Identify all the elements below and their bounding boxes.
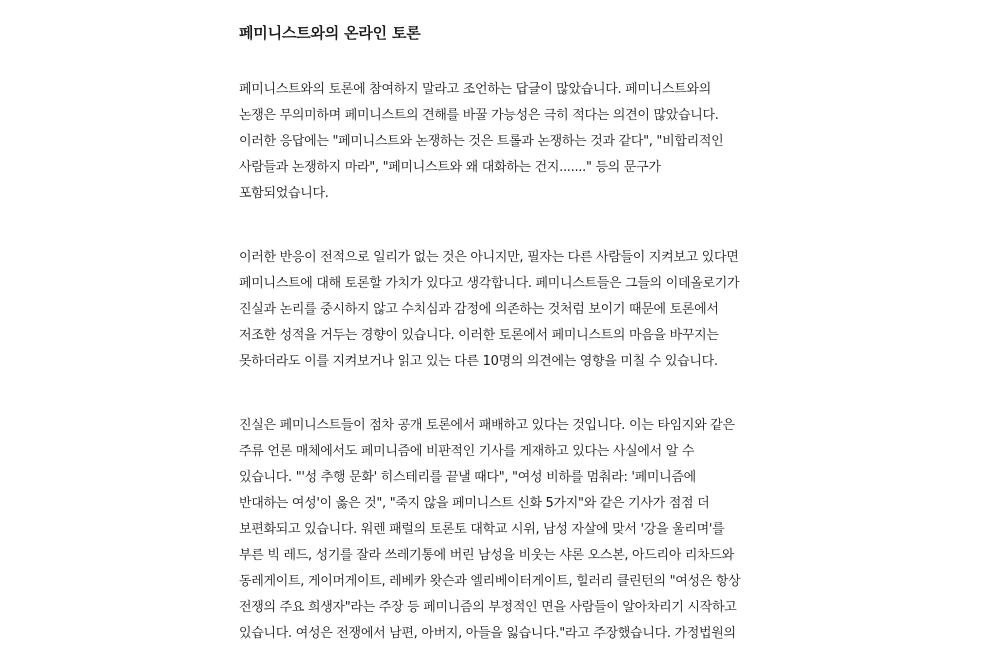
paragraph-line: 못하더라도 이를 지켜보거나 읽고 있는 다른 10명의 의견에는 영향을 미칠 수 있습니다. <box>239 354 718 369</box>
paragraph-line: 진실과 논리를 중시하지 않고 수치심과 감정에 의존하는 것처럼 보이기 때문에 토론에서 <box>239 302 719 317</box>
paragraph-line: 전쟁의 주요 희생자"라는 주장 등 페미니즘의 부정적인 면을 사람들이 알아차리기 시작하고 <box>239 600 737 615</box>
paragraph-line: 반대하는 여성'이 옳은 것", "죽지 않을 페미니스트 신화 5가지"와 같은 기사가 점점 더 <box>239 496 710 511</box>
paragraph-line: 이러한 응답에는 "페미니스트와 논쟁하는 것은 트롤과 논쟁하는 것과 같다", "비합리적인 <box>239 134 724 149</box>
paragraph-line: 이러한 반응이 전적으로 일리가 없는 것은 아니지만, 필자는 다른 사람들이 지켜보고 있다면 <box>239 250 739 265</box>
paragraph-line: 논쟁은 무의미하며 페미니스트의 견해를 바꿀 가능성은 극히 적다는 의견이 많았습니다. <box>239 108 719 123</box>
paragraph-line: 사람들과 논쟁하지 마라", "페미니스트와 왜 대화하는 건지......." 등의 문구가 <box>239 160 661 175</box>
paragraph-line: 있습니다. "'성 추행 문화' 히스테리를 끝낼 때다", "여성 비하를 멈춰라: '페미니즘에 <box>239 470 696 485</box>
paragraph-line: 페미니스트에 대해 토론할 가치가 있다고 생각합니다. 페미니스트들은 그들의 이데올로기가 <box>239 276 740 291</box>
article-title: 페미니스트와의 온라인 토론 <box>239 24 421 42</box>
paragraph-line: 페미니스트와의 토론에 참여하지 말라고 조언하는 답글이 많았습니다. 페미니스트와의 <box>239 82 711 97</box>
paragraph <box>239 77 723 207</box>
paragraph-line: 있습니다. 여성은 전쟁에서 남편, 아버지, 아들을 잃습니다."라고 주장했습니다. 가정법원의 <box>239 626 736 641</box>
paragraph <box>239 413 740 647</box>
paragraph <box>239 245 739 375</box>
paragraph-line: 주류 언론 매체에서도 페미니즘에 비판적인 기사를 게재하고 있다는 사실에서 알 수 <box>239 444 695 459</box>
paragraph-line: 보편화되고 있습니다. 워렌 패럴의 토론토 대학교 시위, 남성 자살에 맞서 '강을 울리며'를 <box>239 522 725 537</box>
paragraph-line: 저조한 성적을 거두는 경향이 있습니다. 이러한 토론에서 페미니스트의 마음을 바꾸지는 <box>239 328 719 343</box>
article <box>239 22 779 641</box>
paragraph-line: 동레게이트, 게이머게이트, 레베카 왓슨과 엘리베이터게이트, 힐러리 클린턴의 "여성은 항상 <box>239 574 741 589</box>
paragraph-line: 부른 빅 레드, 성기를 잘라 쓰레기통에 버린 남성을 비웃는 샤론 오스본, 아드리아 리차드와 <box>239 548 734 563</box>
paragraph-line: 진실은 페미니스트들이 점차 공개 토론에서 패배하고 있다는 것입니다. 이는 타임지와 같은 <box>239 418 735 433</box>
paragraph-line: 포함되었습니다. <box>239 186 329 201</box>
